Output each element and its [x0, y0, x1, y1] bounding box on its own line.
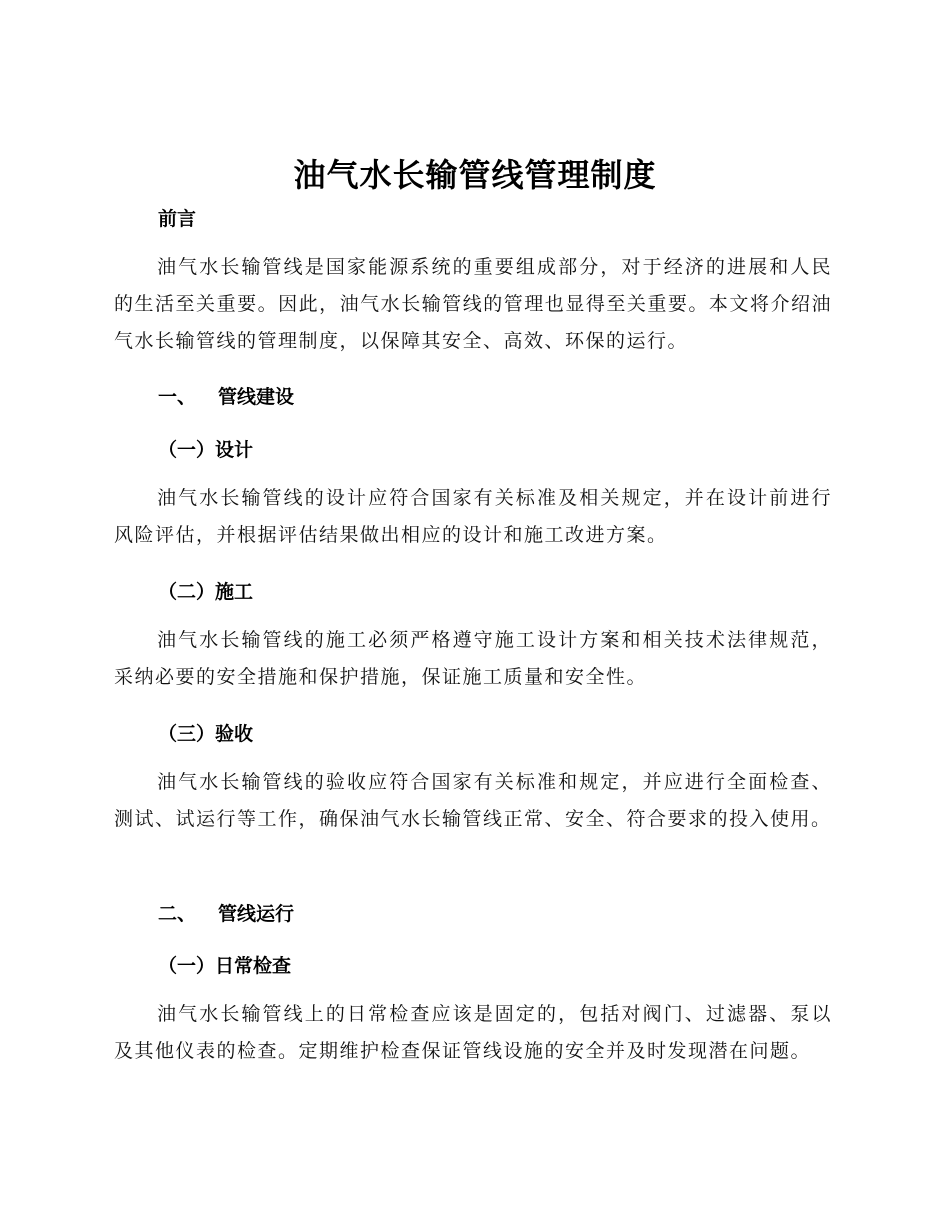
subsection-design-heading: （一）设计 — [158, 439, 254, 461]
subsection-design-paragraph: 油气水长输管线的设计应符合国家有关标准及相关规定，并在设计前进行风险评估，并根据评估结果做出相应的设计和施工改进方案。 — [114, 487, 832, 546]
preface-heading: 前言 — [158, 208, 197, 230]
section-1-title: 管线建设 — [218, 386, 295, 408]
preface-paragraph: 油气水长输管线是国家能源系统的重要组成部分，对于经济的进展和人民的生活至关重要。因此，油气水长输管线的管理也显得至关重要。本文将介绍油气水长输管线的管理制度，以保障其安全、高效、环保的运行。 — [114, 256, 832, 352]
section-2-heading — [158, 899, 294, 926]
subsection-acceptance-heading: （三）验收 — [158, 723, 254, 745]
section-1-number: 一、 — [158, 386, 197, 408]
subsection-construction-paragraph: 油气水长输管线的施工必须严格遵守施工设计方案和相关技术法律规范，采纳必要的安全措施和保护措施，保证施工质量和安全性。 — [114, 629, 832, 688]
section-2-title: 管线运行 — [218, 903, 295, 925]
section-1-heading — [158, 382, 294, 409]
subsection-daily-inspection-paragraph: 油气水长输管线上的日常检查应该是固定的，包括对阀门、过滤器、泵以及其他仪表的检查。定期维护检查保证管线设施的安全并及时发现潜在问题。 — [114, 1003, 832, 1062]
document-title: 油气水长输管线管理制度 — [293, 156, 657, 194]
section-2-number: 二、 — [158, 903, 197, 925]
subsection-daily-inspection-heading: （一）日常检查 — [158, 955, 292, 977]
subsection-construction-heading: （二）施工 — [158, 581, 254, 603]
subsection-acceptance-paragraph: 油气水长输管线的验收应符合国家有关标准和规定，并应进行全面检查、测试、试运行等工作，确保油气水长输管线正常、安全、符合要求的投入使用。 — [114, 771, 832, 830]
